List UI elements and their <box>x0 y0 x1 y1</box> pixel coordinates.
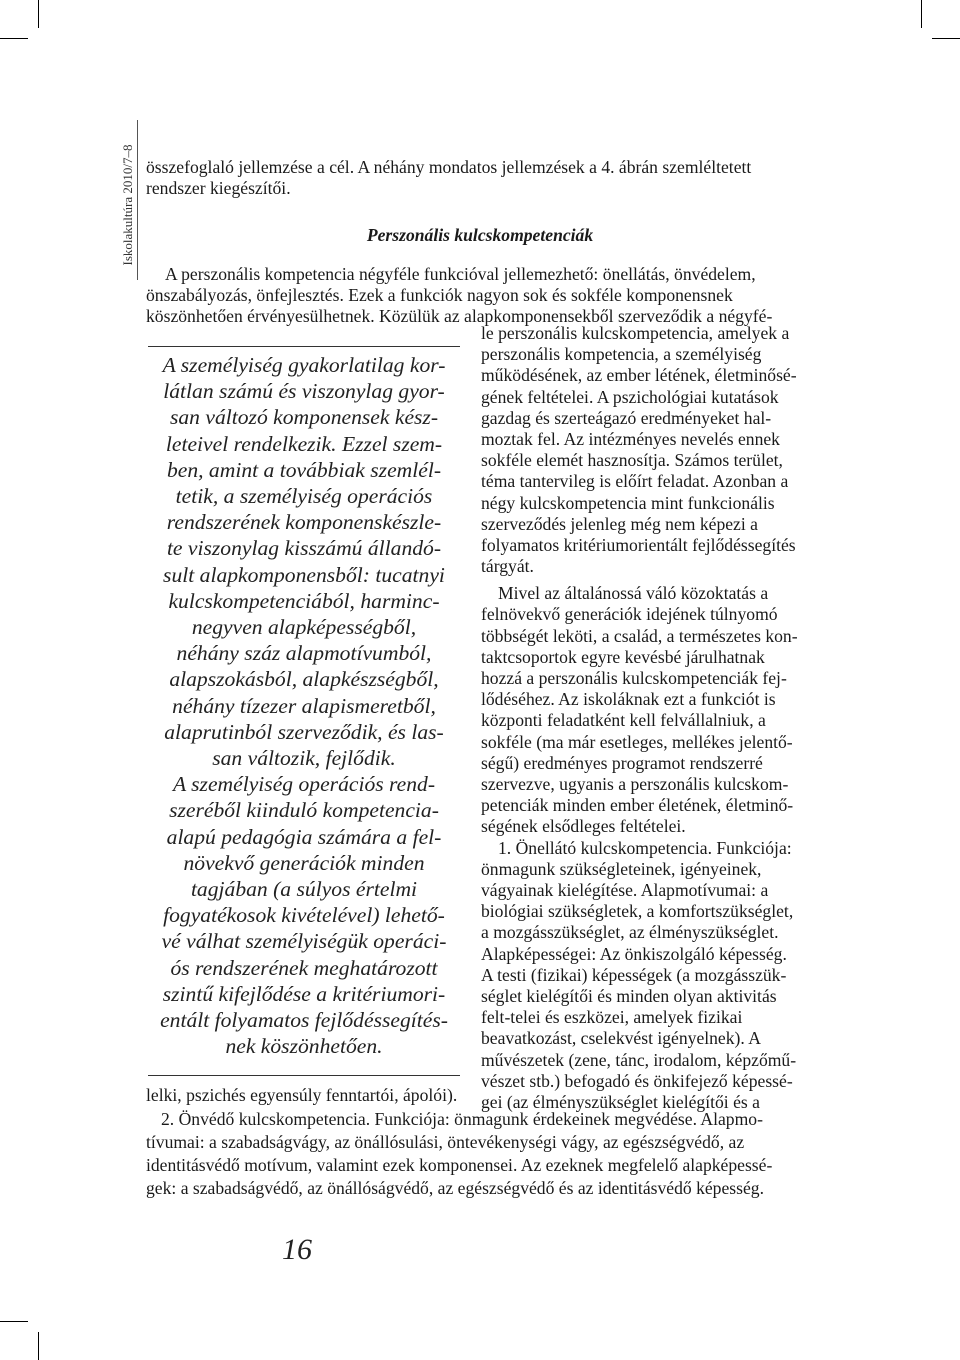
right-column-line: perszonális kompetencia, a személyiség <box>481 344 762 365</box>
pull-quote-line: néhány száz alapmotívumból, <box>176 641 432 665</box>
body-line: önszabályozás, önfejlesztés. Ezek a funkciók nagyon sok és sokféle komponensnek <box>146 285 733 305</box>
crop-mark <box>921 0 922 28</box>
right-column-line: négy kulcskompetencia mint funkcionális <box>481 492 775 513</box>
right-column-line: lődéséhez. Az iskoláknak ezt a funkciót is <box>481 689 776 710</box>
right-column-line: ségének elsődleges feltételei. <box>481 816 686 837</box>
right-column-line: művészetek (zene, tánc, irodalom, képzőmű- <box>481 1049 797 1070</box>
right-column-line: folyamatos kritériumorientált fejlődéssegítés <box>481 535 796 555</box>
right-column-line: Mivel az általánossá váló közoktatás a <box>498 583 769 604</box>
crop-mark <box>38 0 39 28</box>
right-column-line: a mozgásszükséglet, az élményszükséglet. <box>481 922 779 943</box>
pull-quote-line: A személyiség gyakorlatilag kor- <box>162 353 446 377</box>
body-line: identitásvédő motívum, valamint ezek komponensei. Az ezeknek megfelelő alapképessé- <box>146 1155 773 1175</box>
pull-quote-line: entált folyamatos fejlődéssegítés- <box>160 1008 448 1032</box>
pull-quote-line: te viszonylag kisszámú állandó- <box>166 536 442 560</box>
right-column-line: vészet stb.) befogadó és önkifejező képessé- <box>481 1070 793 1091</box>
pull-quote-line: leteivel rendelkezik. Ezzel szem- <box>165 432 443 456</box>
body-line: A perszonális kompetencia négyféle funkcióval jellemezhető: önellátás, önvédelem, <box>165 264 756 284</box>
crop-mark <box>0 38 28 39</box>
pull-quote-line: tetik, a személyiség operációs <box>175 484 433 508</box>
pull-quote-line: ben, amint a továbbiak szemlél- <box>166 458 442 482</box>
body-line: köszönhetően érvényesülhetnek. Közülük az alapkomponensekből szerveződik a négyfé- <box>146 306 773 326</box>
right-column-line: vágyainak kielégítése. Alapmotívumai: a <box>481 880 769 900</box>
pull-quote-line: tagjában (a súlyos értelmi <box>190 877 418 901</box>
body-line: gek: a szabadságvédő, az önállóságvédő, az egészségvédő és az identitásvédő képesség. <box>146 1178 764 1198</box>
pull-quote-line: szintű kifejlődése a kritériumori- <box>162 982 446 1006</box>
right-column-line: moztak fel. Az intézményes nevelés ennek <box>481 429 780 449</box>
pull-quote-line: sult alapkomponensből: tucatnyi <box>163 563 445 587</box>
right-column-line: ségű) eredményes programot rendszerré <box>481 752 763 773</box>
pull-quote-rule-bottom <box>148 1075 460 1076</box>
right-column-line: téma tantervileg is előírt feladat. Azonban a <box>481 471 789 492</box>
intro-line: rendszer kiegészítői. <box>146 178 291 198</box>
crop-mark <box>932 38 960 39</box>
pull-quote-line: san változik, fejlődik. <box>212 746 396 770</box>
page-number: 16 <box>282 1233 312 1266</box>
pull-quote-line: látlan számú és viszonylag gyor- <box>163 379 445 403</box>
right-column-line: 1. Önellátó kulcskompetencia. Funkciója: <box>498 837 792 858</box>
pull-quote-line: kulcskompetenciából, harminc- <box>168 589 440 613</box>
pull-quote-line: néhány tízezer alapismeretből, <box>172 694 436 718</box>
running-head-rule <box>137 120 138 280</box>
pull-quote-rule-top <box>148 346 460 347</box>
crop-mark <box>38 1332 39 1360</box>
section-title: Perszonális kulcskompetenciák <box>366 225 594 245</box>
right-column-line: A testi (fizikai) képességek (a mozgásszük- <box>481 964 787 985</box>
right-column-line: szerveződés jelenleg még nem képezi a <box>481 513 758 534</box>
pull-quote-line: növekvő generációk minden <box>183 851 425 875</box>
pull-quote-line: A személyiség operációs rend- <box>172 772 436 796</box>
right-column-line: tárgyát. <box>481 556 534 577</box>
running-head-text: Iskolakultúra 2010/7–8 <box>120 144 135 266</box>
right-column-line: felt-telei és eszközei, amelyek fizikai <box>481 1007 743 1028</box>
right-column-line: felnövekvő generációk idejének túlnyomó <box>481 604 778 625</box>
right-column-line: hozzá a perszonális kulcskompetenciák fej- <box>481 668 787 688</box>
pull-quote-line: ós rendszerének meghatározott <box>170 956 438 980</box>
pull-quote-line: fogyatékosok kivételével) lehető- <box>163 903 445 927</box>
pull-quote-line: negyven alapképességből, <box>191 615 417 639</box>
right-column-line: gének feltételei. A pszichológiai kutatások <box>481 386 779 407</box>
pull-quote-line: nek köszönhetően. <box>225 1034 383 1058</box>
right-column-line: működésének, az ember létének, életminősé- <box>481 365 797 386</box>
pull-quote-line: rendszerének komponenskészle- <box>166 510 442 534</box>
right-column-line: önmagunk szükségleteinek, igényeinek, <box>481 858 762 879</box>
pull-quote-line: alapú pedagógia számára a fel- <box>166 825 442 849</box>
right-column-line: le perszonális kulcskompetencia, amelyek a <box>481 323 790 343</box>
intro-line: összefoglaló jellemzése a cél. A néhány mondatos jellemzések a 4. ábrán szemléltetett <box>146 157 752 177</box>
body-line: 2. Önvédő kulcskompetencia. Funkciója: önmagunk érdekeinek megvédése. Alapmo- <box>161 1109 763 1129</box>
right-column-line: Alapképességei: Az önkiszolgáló képesség. <box>481 943 787 964</box>
right-column-line: taktcsoportok egyre kevésbé járulhatnak <box>481 646 765 667</box>
body-line: tívumai: a szabadságvágy, az önállósulási, öntevékenységi vágy, az egészségvédő, az <box>146 1132 745 1152</box>
right-column-line: központi feladatként kell felvállalniuk, a <box>481 710 766 731</box>
right-column-line: szervezve, ugyanis a perszonális kulcskom- <box>481 774 789 794</box>
right-column-line: gazdag és szerteágazó eredményeket hal- <box>481 407 772 428</box>
right-column-line: sokféle (ma már esetleges, mellékes jelentő- <box>481 731 793 752</box>
pull-quote-line: alapszokásból, alapkészségből, <box>169 667 439 691</box>
right-column-line: sokféle elemét hasznosítja. Számos terület, <box>481 450 783 471</box>
body-line: lelki, pszichés egyensúly fenntartói, ápolói). <box>146 1085 458 1105</box>
pull-quote-line: san változó komponensek kész- <box>169 405 439 429</box>
right-column-line: biológiai szükségletek, a komfortszükséglet, <box>481 901 794 922</box>
pull-quote-line: szeréből kiinduló kompetencia- <box>169 798 439 822</box>
pull-quote-line: vé válhat személyiségük operáci- <box>161 929 447 953</box>
right-column-line: séglet kielégítői és minden olyan aktivitás <box>481 986 777 1006</box>
right-column-line: gei (az élményszükséglet kielégítői és a <box>481 1092 760 1112</box>
pull-quote-line: alaprutinból szerveződik, és las- <box>164 720 444 744</box>
right-column-line: beavatkozást, cselekvést igényelnek). A <box>481 1028 761 1049</box>
right-column-line: többségét leköti, a család, a természetes kon- <box>481 625 798 646</box>
crop-mark <box>0 1321 28 1322</box>
right-column-line: petenciák minden ember életének, életminő- <box>481 795 794 816</box>
